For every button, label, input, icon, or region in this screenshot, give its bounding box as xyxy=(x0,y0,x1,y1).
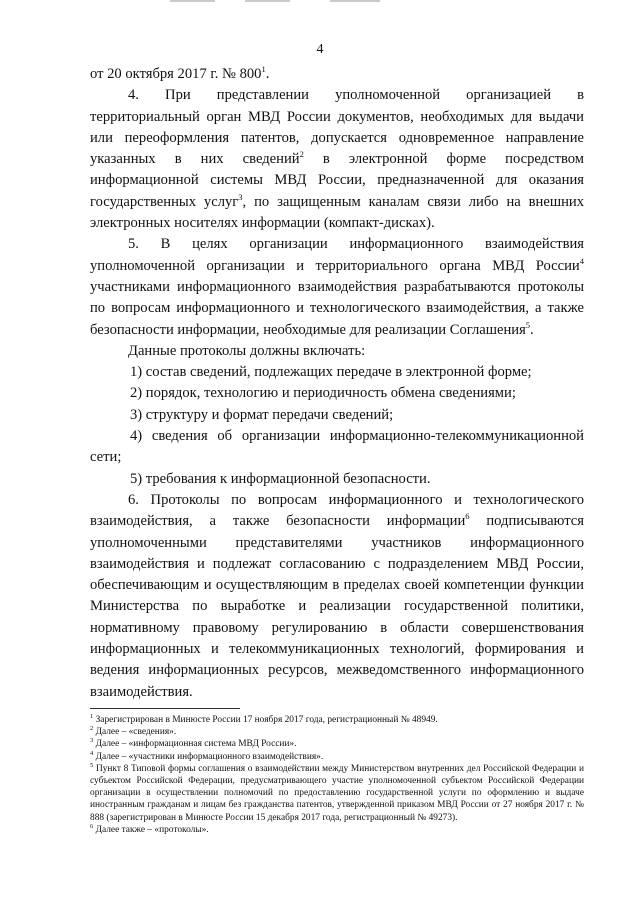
footnote-ref: 2 xyxy=(299,149,304,160)
paragraph-intro: от 20 октября 2017 г. № $800^1$. xyxy=(90,64,270,82)
footnote-ref: 5 xyxy=(525,319,531,330)
paragraph-4: 4. При представлении уполномоченной организацией в территориальный орган МВД России документов, необходимых для выдачи или переоформления патентов, допускается одновременное направление указанных в них сведений$^2$ в электронной форме посредством информационной системы МВД России, предназначенной для оказания государственных услуг$^3$, по защищенным каналам связи либо на внешних электронных носителях информации (компакт-дисках). xyxy=(90,87,584,232)
document-body xyxy=(90,64,584,703)
footnote-ref: 3 xyxy=(238,191,243,202)
list-item: 4) сведения об организации информационно-телекоммуникационной сети; xyxy=(90,428,584,466)
scan-edge-mark xyxy=(330,0,380,2)
footnote: $^2$ Далее – «сведения». xyxy=(90,725,177,738)
footnote-ref: 6 xyxy=(465,511,470,522)
paragraph-6: 6. Протоколы по вопросам информационного и технологического взаимодействия, а также безопасности информации$^6$ подписываются уполномоченными представителями участников информационного взаимодействия и подлежат согласованию с подразделением МВД России, обеспечивающим и осуществляющим в пределах своей компетенции функции Министерства по выработке и реализации государственной политики, нормативному правовому регулированию в области совершенствования информационных и телекоммуникационных технологий, формирования и ведения информационных ресурсов, межведомственного информационного взаимодействия. xyxy=(90,491,584,700)
footnotes xyxy=(90,714,584,836)
footnote: $^4$ Далее – «участники информационного взаимодействия». xyxy=(90,749,324,762)
footnote-ref: 1 xyxy=(261,64,266,75)
list-item: 5) требования к информационной безопасности. xyxy=(130,470,431,487)
protocols-intro: Данные протоколы должны включать: xyxy=(128,342,366,359)
footnote-separator xyxy=(90,708,240,709)
footnote-ref: 4 xyxy=(579,255,584,266)
scan-edge-mark xyxy=(170,0,215,2)
footnote: $^1$ Зарегистрирован в Минюсте России 17 ноября 2017 года, регистрационный № 48949. xyxy=(90,712,438,725)
footnote: $^5$ Пункт 8 Типовой формы соглашения о взаимодействии между Министерством внутренних дел Российской Федерации и субъектом Российской Федерации, предусматривающего участие уполномоченной субъектом Российской Федерации организации в осуществлении полномочий по предоставлению государственной услуги по оформлению и выдаче иностранным гражданам и лицам без гражданства патентов, утвержденной приказом МВД России от 27 ноября 2017 г. № 888 (зарегистрирован в Минюсте России 15 декабря 2017 года, регистрационный № 49273). xyxy=(90,761,584,823)
list-item: 2) порядок, технологию и периодичность обмена сведениями; xyxy=(130,385,516,402)
footnote: $^3$ Далее – «информационная система МВД России». xyxy=(90,737,297,750)
scan-edge-mark xyxy=(245,0,290,2)
list-item: 1) состав сведений, подлежащих передаче в электронной форме; xyxy=(130,364,532,381)
paragraph-5: 5. В целях организации информационного взаимодействия уполномоченной организации и территориального органа МВД России$^4$ участниками информационного взаимодействия разрабатываются протоколы по вопросам информационного и технологического взаимодействия, а также безопасности информации, необходимые для реализации Соглашения$^5$. xyxy=(90,236,584,338)
page-number: 4 xyxy=(316,42,324,57)
footnote: $^6$ Далее также – «протоколы». xyxy=(90,822,209,835)
list-item: 3) структуру и формат передачи сведений; xyxy=(130,406,394,423)
